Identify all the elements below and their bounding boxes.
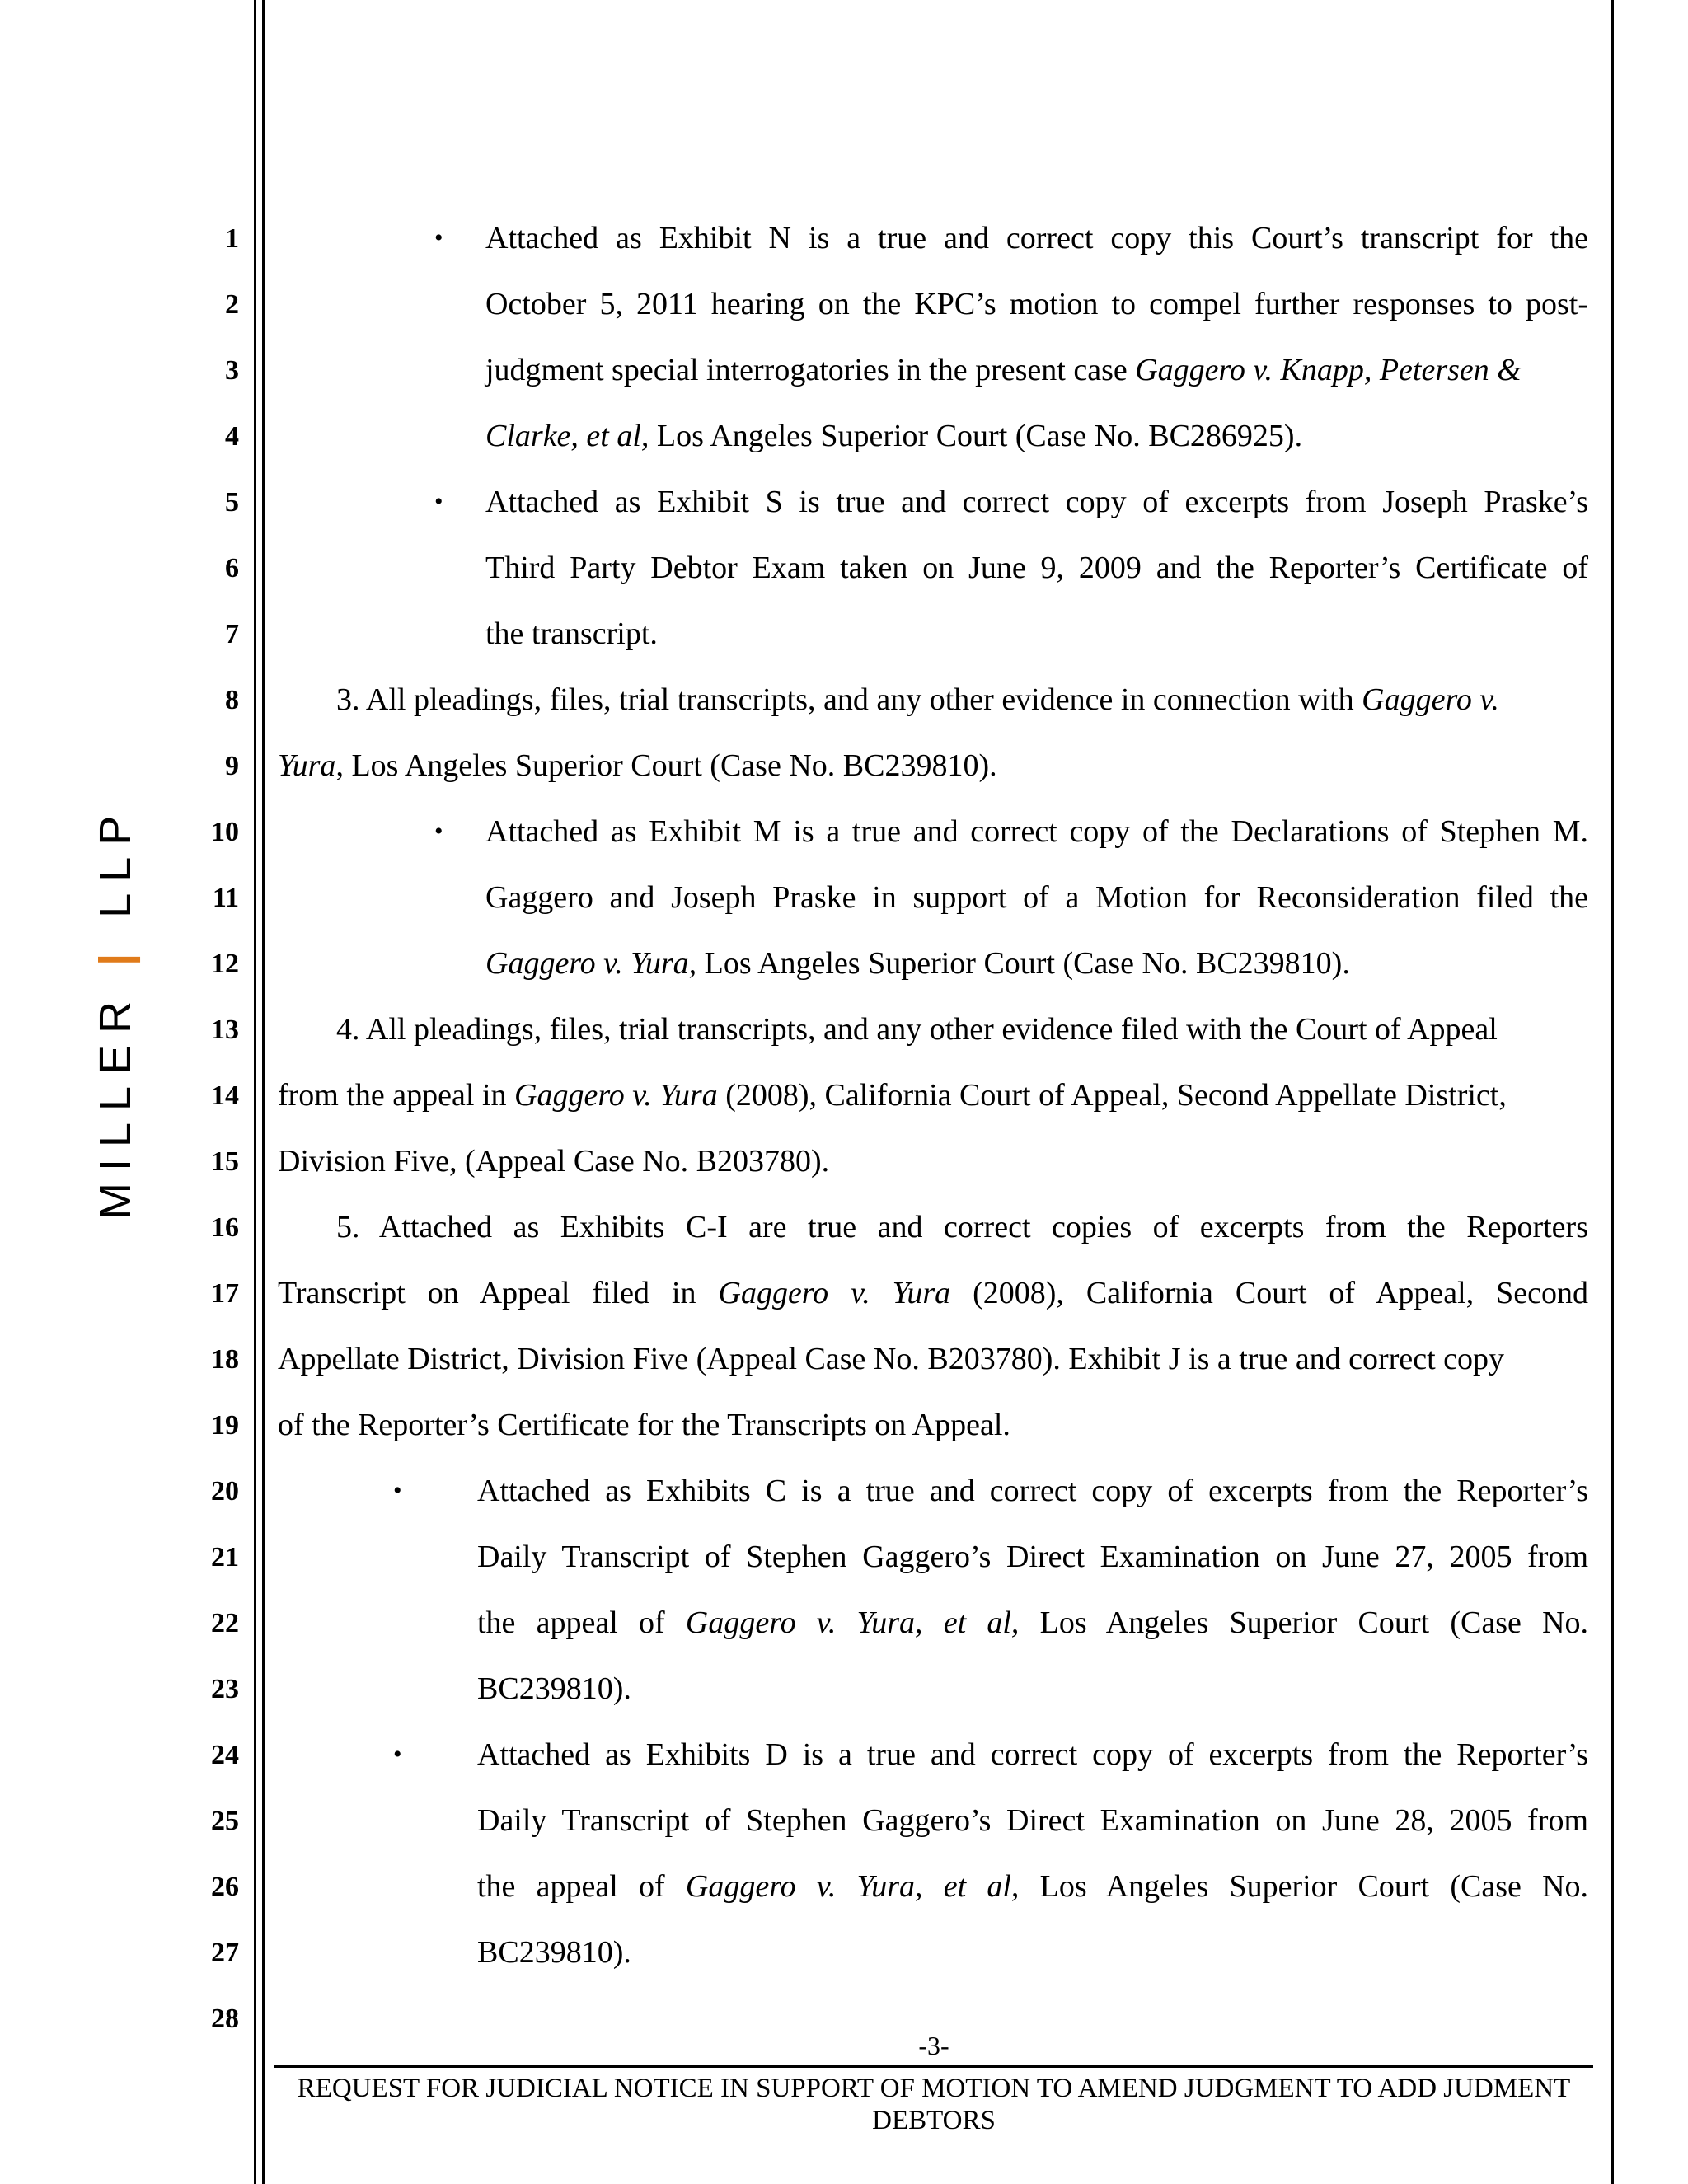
body-line: the appeal of Gaggero v. Yura, et al, Los Angeles Superior Court (Case No. (477, 1605, 1589, 1640)
line-number: 1 (225, 223, 239, 254)
line-number: 12 (211, 949, 239, 979)
case-name: Gaggero v. Knapp, Petersen & (1135, 353, 1522, 387)
body-line: the transcript. (485, 616, 658, 651)
line-number: 10 (211, 817, 239, 847)
body-line: the appeal of Gaggero v. Yura, et al, Los Angeles Superior Court (Case No. (477, 1869, 1589, 1904)
body-line: Gaggero v. Yura, Los Angeles Superior Court (Case No. BC239810). (485, 946, 1350, 981)
body-line: Transcript on Appeal filed in Gaggero v. Yura (2008), California Court of Appeal, Second (278, 1276, 1588, 1310)
body-line: Attached as Exhibit M is a true and correct copy of the Declarations of Stephen M. (485, 814, 1588, 849)
body-line: Clarke, et al, Los Angeles Superior Court (Case No. BC286925). (485, 419, 1303, 453)
line-number: 22 (211, 1608, 239, 1638)
body-line: Attached as Exhibit N is a true and correct copy this Court’s transcript for the (485, 221, 1588, 255)
line-number: 17 (211, 1278, 239, 1309)
line-number: 2 (225, 289, 239, 320)
body-line: BC239810). (477, 1671, 631, 1706)
body-line: BC239810). (477, 1935, 631, 1970)
footer-rule (274, 2065, 1593, 2068)
body-line: Daily Transcript of Stephen Gaggero’s Direct Examination on June 28, 2005 from (477, 1803, 1588, 1838)
body-line: Third Party Debtor Exam taken on June 9, 2009 and the Reporter’s Certificate of (485, 551, 1588, 585)
body-line: Gaggero and Joseph Praske in support of a Motion for Reconsideration filed the (485, 880, 1588, 915)
body-line: Yura, Los Angeles Superior Court (Case No. BC239810). (278, 748, 997, 783)
case-name: Gaggero v. Yura (514, 1078, 718, 1113)
body-line: of the Reporter’s Certificate for the Transcripts on Appeal. (278, 1408, 1010, 1442)
body-line: Attached as Exhibits D is a true and correct copy of excerpts from the Reporter’s (477, 1737, 1588, 1772)
case-name: Yura (278, 748, 336, 783)
line-number: 4 (225, 421, 239, 452)
bullet-marker: • (434, 488, 443, 515)
body-line: October 5, 2011 hearing on the KPC’s motion to compel further responses to post- (485, 287, 1588, 321)
footer-title-line-2: DEBTORS (872, 2106, 996, 2135)
footer-title-line-1: REQUEST FOR JUDICIAL NOTICE IN SUPPORT OF MOTION TO AMEND JUDGMENT TO ADD JUDMENT (297, 2074, 1571, 2103)
bullet-marker: • (434, 224, 443, 251)
body-line: Attached as Exhibits C is a true and correct copy of excerpts from the Reporter’s (477, 1474, 1588, 1508)
firm-name-left: MILLER (91, 989, 140, 1220)
page-number: -3- (918, 2031, 950, 2060)
case-name: Gaggero v. Yura (718, 1276, 951, 1310)
bullet-marker: • (434, 818, 443, 845)
line-number: 26 (211, 1872, 239, 1902)
body-line: judgment special interrogatories in the present case Gaggero v. Knapp, Petersen & (485, 353, 1522, 387)
case-name: Gaggero v. Yura, et al, (685, 1605, 1020, 1640)
line-number: 14 (211, 1080, 239, 1111)
line-number: 27 (211, 1938, 239, 1968)
line-number: 15 (211, 1146, 239, 1177)
case-name: Gaggero v. (1362, 682, 1499, 717)
firm-name-separator: | (91, 941, 140, 966)
body-line: Division Five, (Appeal Case No. B203780). (278, 1144, 830, 1179)
body-line: 4. All pleadings, files, trial transcripts, and any other evidence filed with the Court of Appeal (336, 1012, 1498, 1047)
line-number: 20 (211, 1476, 239, 1507)
body-line: Daily Transcript of Stephen Gaggero’s Direct Examination on June 27, 2005 from (477, 1540, 1588, 1574)
line-number: 24 (211, 1740, 239, 1770)
case-name: Gaggero v. Yura, et al, (685, 1869, 1020, 1904)
body-line: Appellate District, Division Five (Appeal Case No. B203780). Exhibit J is a true and correct copy (278, 1342, 1505, 1376)
line-number: 3 (225, 355, 239, 386)
line-number: 13 (211, 1015, 239, 1045)
line-number: 11 (212, 883, 239, 913)
firm-name-vertical (91, 804, 140, 1220)
line-number: 25 (211, 1806, 239, 1836)
line-number: 16 (211, 1212, 239, 1243)
case-name: Clarke, et al, (485, 419, 649, 453)
right-margin-rule (1611, 0, 1614, 2184)
case-name: Gaggero v. Yura, (485, 946, 697, 981)
line-number: 23 (211, 1674, 239, 1704)
left-margin-rule-inner (262, 0, 265, 2184)
body-line: Attached as Exhibit S is true and correct copy of excerpts from Joseph Praske’s (485, 485, 1588, 519)
left-margin-rule-outer (254, 0, 256, 2184)
body-line: 3. All pleadings, files, trial transcripts, and any other evidence in connection with Gaggero v. (336, 682, 1499, 717)
line-number: 28 (211, 2004, 239, 2034)
line-number: 5 (225, 487, 239, 518)
body-line: from the appeal in Gaggero v. Yura (2008), California Court of Appeal, Second Appellate District, (278, 1078, 1507, 1113)
line-number: 8 (225, 685, 239, 715)
line-number: 21 (211, 1542, 239, 1572)
bullet-marker: • (393, 1741, 402, 1768)
bullet-marker: • (393, 1477, 402, 1504)
line-number: 6 (225, 553, 239, 583)
line-number: 7 (225, 619, 239, 649)
line-number: 18 (211, 1344, 239, 1375)
body-line: 5. Attached as Exhibits C-I are true and correct copies of excerpts from the Reporters (336, 1210, 1588, 1244)
firm-name-right: LLP (91, 804, 140, 918)
line-number: 9 (225, 751, 239, 781)
line-number: 19 (211, 1410, 239, 1441)
